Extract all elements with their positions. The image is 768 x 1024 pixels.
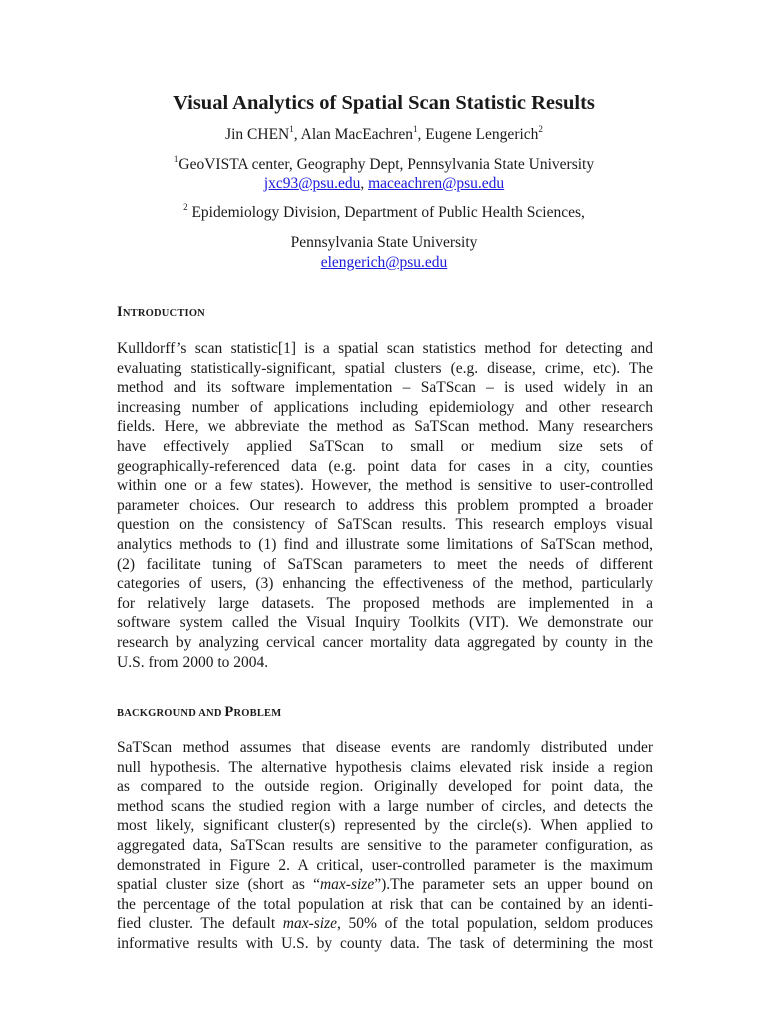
text-line: (2) facilitate tuning of SaTScan parameters to meet the needs of different (117, 555, 653, 573)
text-line: analytics methods to (1) find and illustrate some limitations of SaTScan method, (117, 535, 653, 553)
text-line: the percentage of the total population at risk that can be contained by an identi- (117, 895, 653, 913)
text-line: most likely, significant cluster(s) represented by the circle(s). When applied to (117, 817, 653, 835)
affiliation-mark: 2 (183, 202, 188, 212)
introduction-paragraph (117, 339, 653, 672)
background-paragraph (117, 738, 653, 954)
text-line: have effectively applied SaTScan to small or medium size sets of (117, 437, 653, 455)
text-line: Kulldorff’s scan statistic[1] is a spatial scan statistics method for detecting and (117, 340, 653, 357)
text-line: categories of users, (3) enhancing the effectiveness of the method, particularly (117, 575, 653, 593)
affiliation-mark: 1 (412, 124, 418, 134)
text-line: method scans the studied region with a large number of circles, and detects the (117, 797, 653, 815)
text-line: question on the consistency of SaTScan results. This research employs visual (117, 516, 653, 534)
author-name: Jin CHEN (225, 126, 290, 143)
affiliation-1 (0, 156, 768, 174)
text-line: informative results with U.S. by county data. The task of determining the most (117, 934, 653, 952)
affiliation-1-text: GeoVISTA center, Geography Dept, Pennsylvania State University (178, 156, 595, 173)
text-line: method and its software implementation – SaTScan – is used widely in an (117, 379, 653, 397)
affiliation-1-emails: jxc93@psu.edu, maceachren@psu.edu (263, 175, 505, 192)
paper-title: Visual Analytics of Spatial Scan Statistic Results (173, 92, 595, 114)
email-link[interactable]: maceachren@psu.edu (368, 175, 505, 192)
text-line: within one or a few states). However, the method is sensitive to user-controlled (117, 477, 653, 495)
text-line: as compared to the outside region. Originally developed for point data, the (117, 778, 653, 796)
email-link[interactable]: elengerich@psu.edu (320, 254, 448, 271)
text-line: spatial cluster size (short as “max-size”).The parameter sets an upper bound on (117, 876, 653, 894)
text-line: increasing number of applications including epidemiology and other research (117, 398, 653, 416)
text-line: for relatively large datasets. The proposed methods are implemented in a (117, 594, 653, 612)
text-line: fields. Here, we abbreviate the method as SaTScan method. Many researchers (117, 418, 653, 436)
text-line: SaTScan method assumes that disease events are randomly distributed under (117, 739, 653, 756)
section-heading-background: BACKGROUND AND PROBLEM (117, 704, 282, 720)
affiliation-2-email (0, 254, 768, 272)
text-line: software system called the Visual Inquiry Toolkits (VIT). We demonstrate our (117, 614, 653, 632)
text-line: geographically-referenced data (e.g. point data for cases in a city, counties (117, 457, 653, 475)
text-line: demonstrated in Figure 2. A critical, user-controlled parameter is the maximum (117, 856, 653, 874)
affiliation-2 (0, 204, 768, 222)
text-line: fied cluster. The default max-size, 50% of the total population, seldom produces (117, 915, 653, 933)
email-link[interactable]: jxc93@psu.edu (263, 175, 361, 192)
text-line: U.S. from 2000 to 2004. (117, 653, 269, 671)
text-line: aggregated data, SaTScan results are sensitive to the parameter configuration, as (117, 836, 653, 854)
text-line: evaluating statistically-significant, spatial clusters (e.g. disease, crime, etc). The (117, 359, 653, 377)
author-name: Alan MacEachren (300, 126, 413, 143)
affiliation-mark: 2 (538, 124, 543, 134)
affiliation-2-university: Pennsylvania State University (290, 234, 478, 251)
text-line: parameter choices. Our research to address this problem prompted a broader (117, 496, 653, 514)
text-line: research by analyzing cervical cancer mortality data aggregated by county in the (117, 633, 653, 651)
affiliation-mark: 1 (289, 124, 294, 134)
text-line: null hypothesis. The alternative hypothesis claims elevated risk inside a region (117, 758, 653, 776)
affiliation-mark: 1 (173, 154, 179, 164)
author-list: Jin CHEN$^1$, Alan MacEachren$^1$, Eugene Lengerich$^2$ (225, 124, 543, 143)
author-name: Eugene Lengerich (425, 126, 539, 143)
affiliation-2-text: Epidemiology Division, Department of Public Health Sciences, (191, 204, 585, 221)
section-heading-introduction: INTRODUCTION (117, 304, 205, 320)
